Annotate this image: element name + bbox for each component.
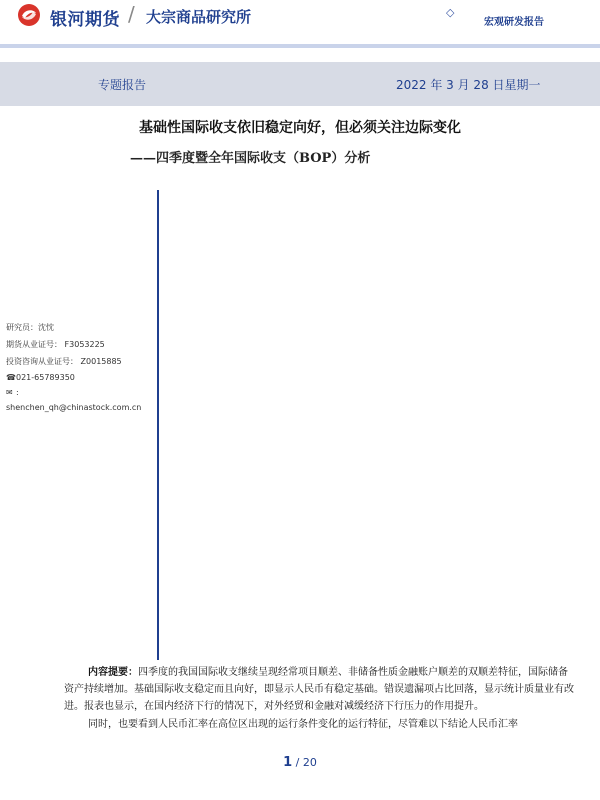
futures-cert: 期货从业证号： F3053225 — [6, 340, 105, 349]
brand-separator: / — [128, 2, 135, 26]
email-address[interactable]: shenchen_qh@chinastock.com.cn — [6, 403, 142, 412]
summary-label: 内容提要： — [88, 667, 138, 678]
institute-name: 大宗商品研究所 — [146, 8, 252, 26]
diamond-icon: ◇ — [446, 6, 455, 19]
summary-section — [64, 664, 576, 733]
divider-line — [157, 190, 159, 660]
email-label-line — [6, 388, 156, 397]
report-title: 基础性国际收支依旧稳定向好，但必须关注边际变化 — [139, 120, 461, 136]
summary-paragraph-1 — [64, 664, 576, 715]
phone-line — [6, 373, 156, 382]
report-info-band — [0, 62, 600, 106]
current-page: 1 — [283, 755, 293, 770]
page-separator: / — [292, 756, 303, 769]
summary-text-1: 四季度的我国国际收支继续呈现经常项目顺差、非储备性质金融账户顺差的双顺差特征，国际储备资产持续增加。基础国际收支稳定而且向好，即显示人民币有稳定基础。错误遗漏项占比回落，显示统计质量业有改进。报表也显示，在国内经济下行的情况下，对外经贸和金融对减缓经济下行压力的作用提升。 — [64, 667, 574, 712]
investment-cert: 投资咨询从业证号： Z0015885 — [6, 357, 122, 366]
researcher-name: 研究员：沈忱 — [6, 323, 54, 332]
mail-icon: ✉ — [6, 388, 13, 397]
total-pages: 20 — [302, 756, 317, 769]
galaxy-logo-icon — [16, 3, 42, 27]
phone-number: 021-65789350 — [16, 373, 75, 382]
phone-icon: ☎ — [6, 373, 16, 382]
report-type: 宏观研发报告 — [484, 17, 544, 28]
report-category: 专题报告 — [98, 78, 147, 92]
page-header — [0, 0, 600, 50]
report-date: 2022 年 3 月 28 日星期一 — [396, 78, 541, 92]
brand-name: 银河期货 — [50, 10, 120, 30]
summary-paragraph-2: 同时，也要看到人民币汇率在高位区出现的运行条件变化的运行特征，尽管难以下结论人民币汇率 — [88, 719, 518, 730]
author-sidebar — [6, 322, 156, 418]
pagination — [0, 755, 600, 770]
report-subtitle: ——四季度暨全年国际收支（BOP）分析 — [130, 151, 371, 166]
email-label: : — [16, 388, 19, 397]
header-rule — [0, 44, 600, 48]
